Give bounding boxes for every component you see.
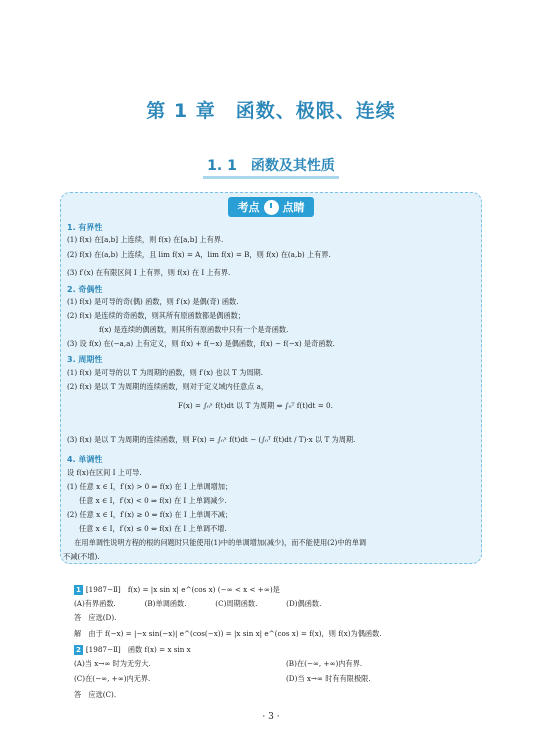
text-line: 任意 x ∈ I，f′(x) ≤ 0 ⇔ f(x) 在 I 上单调不增. [79,524,227,533]
text-line: (3) f(x) 是以 T 为周期的连续函数，则 F(x) = ∫₀ˣ f(t)dt − (∫₀ᵀ f(t)dt / T)·x 以 T 为周期. [67,435,356,444]
text-line: f(x) 是连续的偶函数，则其所有原函数中只有一个是奇函数. [99,325,289,334]
text-line: 设 f(x)在区间 I 上可导. [67,468,142,477]
text-line: 任意 x ∈ I，f′(x) < 0 ⇒ f(x) 在 I 上单调减少. [79,496,227,505]
answer-line: 答 应选(C). [74,690,117,699]
text-line: (2) f(x) 在(a,b) 上连续，且 lim f(x) = A，lim f(x) = B，则 f(x) 在(a,b) 上有界. [67,250,331,259]
text-line: (A)有界函数. (B)单调函数. (C)周期函数. (D)偶函数. [74,599,322,608]
question-stem [74,645,191,655]
text-line: F(x) = ∫₀ˣ f(t)dt 以 T 为周期 ⇔ ∫₀ᵀ f(t)dt = 0. [178,401,333,410]
text-line: (1) f(x) 是可导的以 T 为周期的函数，则 f′(x) 也以 T 为周期. [67,368,263,377]
section-heading: 4. 单调性 [67,455,103,464]
text-line: (B)在(−∞, +∞)内有界. [286,659,363,668]
text-line: (1) f(x) 在[a,b] 上连续，则 f(x) 在[a,b] 上有界. [67,235,224,244]
text-line: (C)在(−∞, +∞)内无界. [74,674,151,683]
text-line: (2) f(x) 是连续的奇函数，则其所有原函数都是偶函数； [67,311,246,320]
answer-line: 解 由于 f(−x) = |−x sin(−x)| e^(cos(−x)) = |x sin x| e^(cos x) = f(x)，则 f(x)为偶函数. [74,629,382,638]
text-line: (3) 设 f(x) 在(−a,a) 上有定义，则 f(x) + f(−x) 是偶函数，f(x) − f(−x) 是奇函数. [67,339,335,348]
badge-left-label: 考点 [237,201,260,214]
key-points-badge [228,197,314,217]
section-heading: 2. 奇偶性 [67,285,103,294]
question-number-badge: 1 [76,586,81,594]
question-text: [1987−Ⅱ] 函数 f(x) = x sin x [85,645,191,654]
text-line: (A)当 x→∞ 时为无穷大. [74,659,151,668]
question-number-badge: 2 [76,646,81,654]
section-heading: 1. 有界性 [67,223,103,232]
question-stem [74,585,280,595]
text-line: (2) f(x) 是以 T 为周期的连续函数，则对于定义域内任意点 a， [67,382,269,391]
section-heading: 3. 周期性 [67,355,103,364]
text-line: 不减(不增). [63,552,100,561]
clock-icon [264,200,279,215]
badge-right-label: 点睛 [282,201,305,214]
key-points-box [60,192,482,564]
section-title: 1. 1 函数及其性质 [203,156,339,179]
text-line: (2) 任意 x ∈ I，f′(x) ≥ 0 ⇔ f(x) 在 I 上单调不减； [67,510,233,519]
text-line: (D)当 x→∞ 时有有限极限. [286,674,371,683]
chapter-title: 第 1 章 函数、极限、连续 [146,100,396,122]
text-line: (1) f(x) 是可导的奇(偶) 函数，则 f′(x) 是偶(奇) 函数. [67,297,239,306]
answer-line: 答 应选(D). [74,613,117,622]
text-line: 在用单调性说明方程的根的问题时只能使用(1)中的单调增加(减少)，而不能使用(2)中的单调 [67,538,367,547]
text-line: (1) 任意 x ∈ I，f′(x) > 0 ⇒ f(x) 在 I 上单调增加； [67,482,233,491]
page-number: · 3 · [262,712,280,722]
text-line: (3) f′(x) 在有限区间 I 上有界，则 f(x) 在 I 上有界. [67,268,231,277]
question-text: [1987−Ⅱ] f(x) = |x sin x| e^(cos x) (−∞ < x < +∞)是 [85,585,280,594]
